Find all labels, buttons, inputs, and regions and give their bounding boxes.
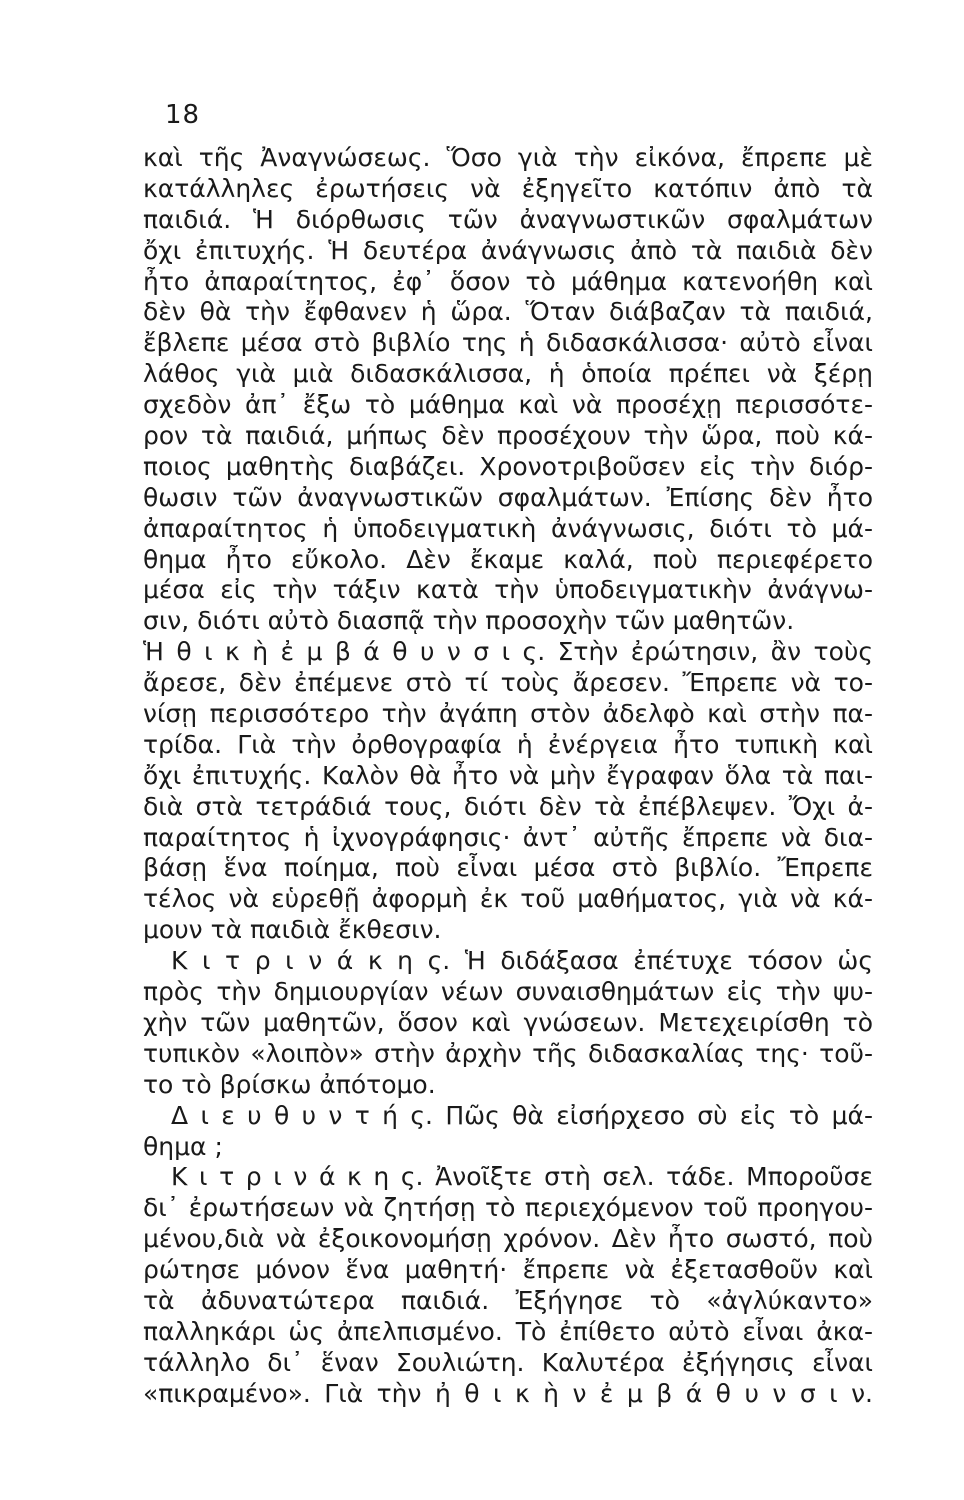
text-line: ἀπαραίτητος ἡ ὑποδειγματικὴ ἀνάγνωσις, διότι τὸ μά-	[143, 513, 873, 543]
text-line: τυπικὸν «λοιπὸν» στὴν ἀρχὴν τῆς διδασκαλίας της· τοῦ-	[143, 1038, 873, 1068]
text-line: ἦτο ἀπαραίτητος, ἐφ᾽ ὅσον τὸ μάθημα κατενοήθη καὶ	[143, 266, 873, 296]
text-line: ρον τὰ παιδιά, μήπως δὲν προσέχουν τὴν ὥρα, ποὺ κά-	[143, 421, 873, 451]
text-line: ρώτησε μόνον ἕνα μαθητή· ἔπρεπε νὰ ἐξετασθοῦν καὶ	[143, 1255, 873, 1285]
body-text	[143, 143, 873, 1410]
text-line: κατάλληλες ἐρωτήσεις νὰ ἐξηγεῖτο κατόπιν ἀπὸ τὰ	[143, 173, 873, 203]
text-line: διὰ στὰ τετράδιά τους, διότι δὲν τὰ ἐπέβλεψεν. Ὄχι ἀ-	[143, 791, 873, 821]
text-line: θημα ;	[143, 1131, 223, 1161]
text-line: λάθος γιὰ μιὰ διδασκάλισσα, ἡ ὁποία πρέπει νὰ ξέρῃ	[143, 359, 873, 389]
text-line: θωσιν τῶν ἀναγνωστικῶν σφαλμάτων. Ἐπίσης δὲν ἦτο	[143, 482, 873, 512]
text-line: σιν, διότι αὐτὸ διασπᾷ τὴν προσοχὴν τῶν μαθητῶν.	[143, 606, 795, 636]
section-heading-line: Ἡ θ ι κ ὴ ἐ μ β ά θ υ ν σ ι ς. Στὴν ἐρώτησιν, ἂν τοὺς	[143, 637, 873, 667]
text-line: δὲν θὰ τὴν ἔφθανεν ἡ ὥρα. Ὅταν διάβαζαν τὰ παιδιά,	[143, 297, 873, 327]
speaker-line: Κ ι τ ρ ι ν ά κ η ς. Ἀνοῖξτε στὴ σελ. τάδε. Μποροῦσε	[171, 1162, 873, 1192]
text-line: παραίτητος ἡ ἰχνογράφησις· ἀντ᾽ αὐτῆς ἔπρεπε νὰ δια-	[143, 822, 873, 852]
text-line: βάσῃ ἕνα ποίημα, ποὺ εἶναι μέσα στὸ βιβλίο. Ἔπρεπε	[143, 853, 873, 883]
text-line: τρίδα. Γιὰ τὴν ὀρθογραφία ἡ ἐνέργεια ἦτο τυπικὴ καὶ	[143, 729, 873, 759]
text-line: παιδιά. Ἡ διόρθωσις τῶν ἀναγνωστικῶν σφαλμάτων	[143, 204, 873, 234]
text-line: μένου,διὰ νὰ ἐξοικονομήσῃ χρόνον. Δὲν ἦτο σωστό, ποὺ	[143, 1224, 873, 1254]
text-line: μέσα εἰς τὴν τάξιν κατὰ τὴν ὑποδειγματικὴν ἀνάγνω-	[143, 575, 873, 605]
text-line: ἔβλεπε μέσα στὸ βιβλίο της ἡ διδασκάλισσα· αὐτὸ εἶναι	[143, 328, 873, 358]
text-line: δι᾽ ἐρωτήσεων νὰ ζητήσῃ τὸ περιεχόμενον τοῦ προηγου-	[143, 1193, 873, 1223]
text-line: καὶ τῆς Ἀναγνώσεως. Ὅσο γιὰ τὴν εἰκόνα, ἔπρεπε μὲ	[143, 143, 873, 172]
text-line: τέλος νὰ εὑρεθῇ ἀφορμὴ ἐκ τοῦ μαθήματος, γιὰ νὰ κά-	[143, 884, 873, 914]
text-line: «πικραμένο». Γιὰ τὴν ἠ θ ι κ ὴ ν ἐ μ β ά θ υ ν σ ι ν.	[143, 1378, 873, 1408]
page-number: 18	[165, 100, 201, 130]
speaker-line: Δ ι ε υ θ υ ν τ ή ς. Πῶς θὰ εἰσήρχεσο σὺ εἰς τὸ μά-	[171, 1100, 873, 1130]
text-line: το τὸ βρίσκω ἀπότομο.	[143, 1069, 436, 1099]
text-line: μουν τὰ παιδιὰ ἔκθεσιν.	[143, 915, 442, 945]
text-line: ὄχι ἐπιτυχής. Ἡ δευτέρα ἀνάγνωσις ἀπὸ τὰ παιδιὰ δὲν	[143, 235, 873, 265]
text-line: νίσῃ περισσότερο τὴν ἀγάπη στὸν ἀδελφὸ καὶ στὴν πα-	[143, 699, 873, 729]
text-line: τὰ ἀδυνατώτερα παιδιά. Ἐξήγησε τὸ «ἀγλύκαντο»	[143, 1285, 873, 1315]
speaker-line: Κ ι τ ρ ι ν ά κ η ς. Ἡ διδάξασα ἐπέτυχε τόσον ὡς	[171, 946, 873, 976]
text-line: ὄχι ἐπιτυχής. Καλὸν θὰ ἦτο νὰ μὴν ἔγραφαν ὅλα τὰ παι-	[143, 760, 873, 790]
text-line: παλληκάρι ὡς ἀπελπισμένο. Τὸ ἐπίθετο αὐτὸ εἶναι ἀκα-	[143, 1316, 873, 1346]
text-line: χὴν τῶν μαθητῶν, ὅσον καὶ γνώσεων. Μετεχειρίσθη τὸ	[143, 1007, 873, 1037]
text-line: τάλληλο δι᾽ ἕναν Σουλιώτη. Καλυτέρα ἐξήγησις εἶναι	[143, 1347, 873, 1377]
text-line: πρὸς τὴν δημιουργίαν νέων συναισθημάτων εἰς τὴν ψυ-	[143, 977, 873, 1007]
text-line: ἄρεσε, δὲν ἐπέμενε στὸ τί τοὺς ἄρεσεν. Ἔπρεπε νὰ το-	[143, 668, 873, 698]
text-line: ποιος μαθητὴς διαβάζει. Χρονοτριβοῦσεν εἰς τὴν διόρ-	[143, 451, 873, 481]
text-line: σχεδὸν ἀπ᾽ ἔξω τὸ μάθημα καὶ νὰ προσέχῃ περισσότε-	[143, 390, 873, 420]
text-line: θημα ἦτο εὔκολο. Δὲν ἔκαμε καλά, ποὺ περιεφέρετο	[143, 544, 873, 574]
